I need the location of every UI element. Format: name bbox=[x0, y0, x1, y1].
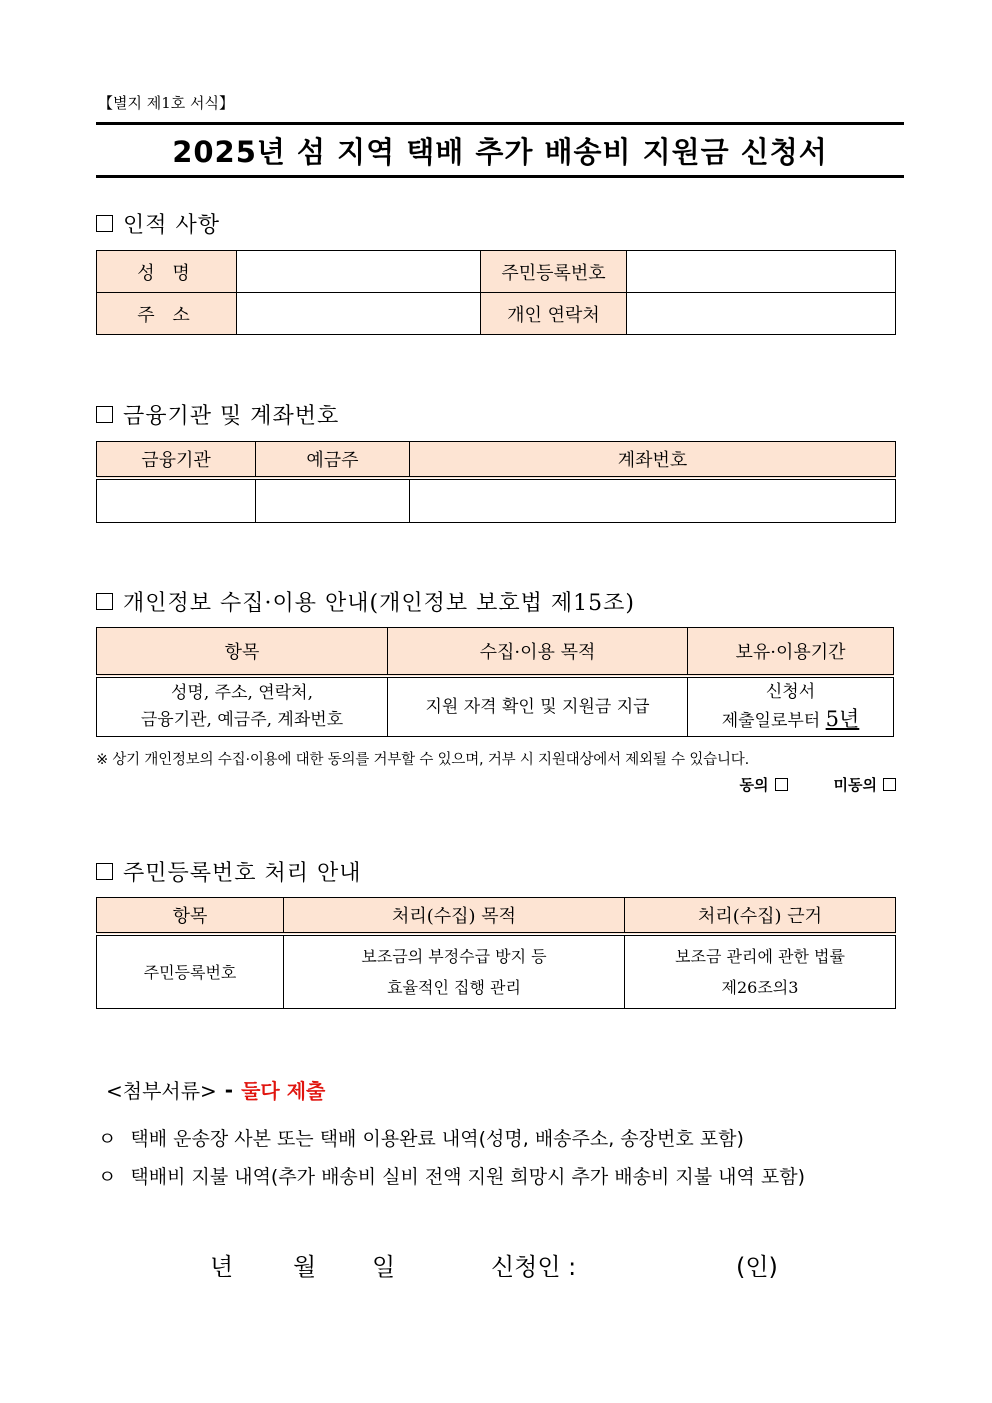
bullet-icon: ㅇ bbox=[98, 1166, 117, 1188]
section-bank-heading bbox=[96, 399, 339, 430]
form-label: 【별지 제1호 서식】 bbox=[98, 94, 235, 112]
signature-day: 일 bbox=[372, 1253, 396, 1281]
privacy-items-line2: 금융기관, 예금주, 계좌번호 bbox=[140, 710, 344, 730]
signature-year: 년 bbox=[210, 1253, 234, 1281]
document-title bbox=[96, 122, 904, 178]
rrn-item-header: 항목 bbox=[97, 898, 284, 935]
document-title-text: 2025년 섬 지역 택배 추가 배송비 지원금 신청서 bbox=[172, 134, 828, 169]
rrn-table bbox=[96, 897, 896, 1009]
table-row bbox=[97, 293, 896, 335]
privacy-period-header: 보유·이용기간 bbox=[688, 628, 894, 677]
attachments-emphasis: 둘다 제출 bbox=[241, 1079, 326, 1103]
agree-checkbox[interactable] bbox=[775, 778, 788, 791]
section-personal-title: 인적 사항 bbox=[123, 213, 221, 238]
signature-applicant: 신청인 : bbox=[491, 1253, 577, 1281]
square-bullet-icon bbox=[96, 593, 113, 610]
table-row bbox=[97, 934, 896, 1009]
privacy-period-line1: 신청서 bbox=[765, 682, 816, 702]
privacy-period-line2 bbox=[688, 706, 893, 735]
contact-field[interactable] bbox=[627, 293, 896, 335]
rrn-basis-header: 처리(수집) 근거 bbox=[625, 898, 896, 935]
rrn-purpose-line1: 보조금의 부정수급 방지 등 bbox=[361, 947, 547, 966]
square-bullet-icon bbox=[96, 406, 113, 423]
attachment-text-2: 택배비 지불 내역(추가 배송비 실비 전액 지원 희망시 추가 배송비 지불 내역 포함) bbox=[130, 1166, 805, 1188]
rrn-basis-line1: 보조금 관리에 관한 법률 bbox=[675, 947, 845, 966]
table-header-row bbox=[97, 628, 894, 677]
privacy-items-line1: 성명, 주소, 연락처, bbox=[171, 683, 313, 703]
rrn-item-cell: 주민등록번호 bbox=[97, 934, 284, 1009]
address-field[interactable] bbox=[237, 293, 481, 335]
account-number-header: 계좌번호 bbox=[410, 442, 896, 479]
contact-label: 개인 연락처 bbox=[481, 293, 627, 335]
consent-options bbox=[740, 774, 896, 795]
privacy-purpose-cell: 지원 자격 확인 및 지원금 지급 bbox=[388, 676, 688, 737]
address-label: 주 소 bbox=[97, 293, 237, 335]
rrn-basis-line2: 제26조의3 bbox=[721, 978, 799, 997]
rrn-field[interactable] bbox=[627, 251, 896, 293]
attachments-dash: - bbox=[224, 1077, 234, 1102]
privacy-period-cell bbox=[688, 676, 894, 737]
name-label: 성 명 bbox=[97, 251, 237, 293]
rrn-label: 주민등록번호 bbox=[481, 251, 627, 293]
table-row bbox=[97, 478, 896, 523]
attachment-item-1 bbox=[98, 1124, 744, 1151]
agree-label: 동의 bbox=[739, 776, 769, 794]
rrn-purpose-header: 처리(수집) 목적 bbox=[284, 898, 625, 935]
attachments-title: <첨부서류> bbox=[106, 1079, 217, 1103]
bank-table bbox=[96, 441, 896, 523]
account-number-field[interactable] bbox=[410, 478, 896, 523]
privacy-purpose-header: 수집·이용 목적 bbox=[388, 628, 688, 677]
privacy-items-cell bbox=[97, 676, 388, 737]
rrn-purpose-cell bbox=[284, 934, 625, 1009]
bank-name-header: 금융기관 bbox=[97, 442, 256, 479]
privacy-table bbox=[96, 627, 894, 737]
privacy-item-header: 항목 bbox=[97, 628, 388, 677]
privacy-notice: ※ 상기 개인정보의 수집·이용에 대한 동의를 거부할 수 있으며, 거부 시 지원대상에서 제외될 수 있습니다. bbox=[96, 752, 749, 768]
section-privacy-title: 개인정보 수집·이용 안내(개인정보 보호법 제15조) bbox=[123, 591, 635, 616]
bank-name-field[interactable] bbox=[97, 478, 256, 523]
name-field[interactable] bbox=[237, 251, 481, 293]
rrn-basis-cell bbox=[625, 934, 896, 1009]
table-row bbox=[97, 676, 894, 737]
section-rrn-title: 주민등록번호 처리 안내 bbox=[123, 861, 362, 886]
signature-month: 월 bbox=[293, 1253, 317, 1281]
rrn-purpose-line2: 효율적인 집행 관리 bbox=[387, 978, 521, 997]
attachment-text-1: 택배 운송장 사본 또는 택배 이용완료 내역(성명, 배송주소, 송장번호 포함) bbox=[130, 1128, 744, 1150]
signature-seal: (인) bbox=[736, 1253, 778, 1281]
account-holder-header: 예금주 bbox=[256, 442, 410, 479]
section-rrn-heading bbox=[96, 856, 362, 887]
personal-info-table bbox=[96, 250, 896, 335]
attachments-heading bbox=[106, 1075, 325, 1104]
bullet-icon: ㅇ bbox=[98, 1128, 117, 1150]
table-header-row bbox=[97, 898, 896, 935]
privacy-period-value: 5년 bbox=[825, 707, 860, 731]
disagree-label: 미동의 bbox=[833, 776, 877, 794]
privacy-period-prefix: 제출일로부터 bbox=[721, 711, 821, 731]
square-bullet-icon bbox=[96, 215, 113, 232]
section-privacy-heading bbox=[96, 586, 635, 617]
disagree-checkbox[interactable] bbox=[883, 778, 896, 791]
attachment-item-2 bbox=[98, 1162, 805, 1189]
section-personal-heading bbox=[96, 208, 220, 239]
section-bank-title: 금융기관 및 계좌번호 bbox=[123, 404, 340, 429]
account-holder-field[interactable] bbox=[256, 478, 410, 523]
table-row bbox=[97, 251, 896, 293]
square-bullet-icon bbox=[96, 863, 113, 880]
table-header-row bbox=[97, 442, 896, 479]
